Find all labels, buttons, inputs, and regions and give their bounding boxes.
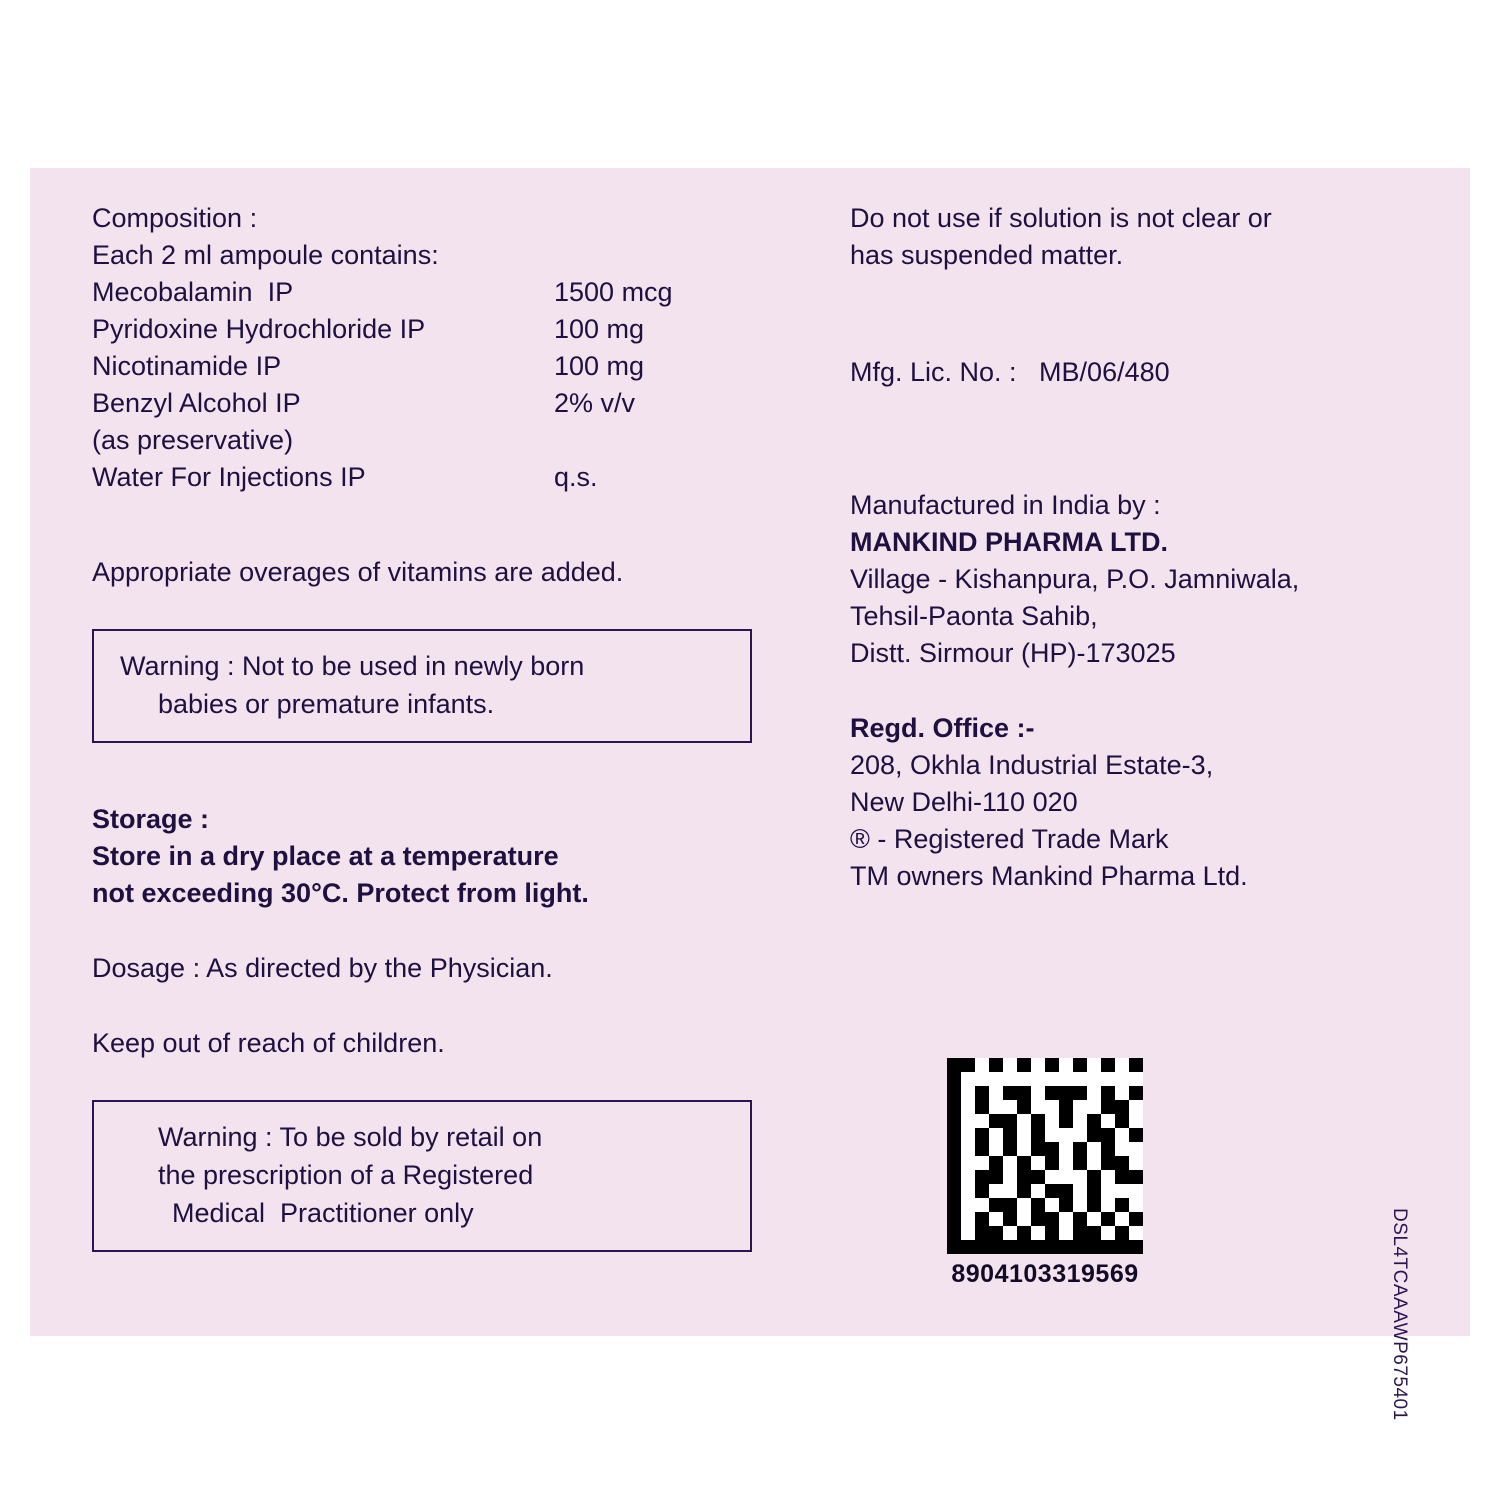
storage-line-1: Store in a dry place at a temperature xyxy=(92,841,559,871)
clarity-note-line-2: has suspended matter. xyxy=(850,240,1124,270)
composition-row xyxy=(92,385,752,422)
warning-newborn-line-2: babies or premature infants. xyxy=(158,689,495,719)
keep-out-of-reach-text: Keep out of reach of children. xyxy=(92,1028,445,1058)
overages-note: Appropriate overages of vitamins are added. xyxy=(92,557,624,587)
manufacturer-name: MANKIND PHARMA LTD. xyxy=(850,527,1168,557)
barcode-number: 8904103319569 xyxy=(951,1260,1139,1288)
manufacturer-intro: Manufactured in India by : xyxy=(850,490,1161,520)
trade-mark-owner-note: TM owners Mankind Pharma Ltd. xyxy=(850,861,1248,891)
regd-office-block xyxy=(850,710,1420,895)
registered-trade-mark-note: ® - Registered Trade Mark xyxy=(850,824,1169,854)
composition-ingredient: (as preservative) xyxy=(92,425,294,455)
side-batch-code: DSL4TCAAAWP675401 xyxy=(1389,1208,1410,1421)
warning-prescription-line-1: Warning : To be sold by retail on xyxy=(158,1122,543,1152)
storage-heading: Storage : xyxy=(92,804,210,834)
warning-newborn-box xyxy=(92,629,752,743)
label-right-column xyxy=(850,200,1420,895)
composition-amount: q.s. xyxy=(554,462,598,492)
medicine-label-panel xyxy=(30,168,1470,1421)
warning-newborn-line-1: Warning : Not to be used in newly born xyxy=(120,651,585,681)
composition-ingredient: Benzyl Alcohol IP xyxy=(92,388,301,418)
composition-amount: 1500 mcg xyxy=(554,277,673,307)
composition-subheading: Each 2 ml ampoule contains: xyxy=(92,240,439,270)
regd-office-line-2: New Delhi-110 020 xyxy=(850,787,1078,817)
storage-line-2: not exceeding 30°C. Protect from light. xyxy=(92,878,589,908)
composition-ingredient: Water For Injections IP xyxy=(92,462,366,492)
composition-ingredient: Pyridoxine Hydrochloride IP xyxy=(92,314,426,344)
manufacturer-address-line-3: Distt. Sirmour (HP)-173025 xyxy=(850,638,1176,668)
dosage-text: Dosage : As directed by the Physician. xyxy=(92,953,553,983)
composition-row xyxy=(92,348,752,385)
warning-prescription-box xyxy=(92,1100,752,1252)
clarity-note-line-1: Do not use if solution is not clear or xyxy=(850,203,1272,233)
barcode-block xyxy=(940,1058,1150,1289)
mfg-licence-number: Mfg. Lic. No. : MB/06/480 xyxy=(850,357,1170,387)
datamatrix-barcode-icon xyxy=(947,1058,1143,1254)
manufacturer-address-line-1: Village - Kishanpura, P.O. Jamniwala, xyxy=(850,564,1300,594)
composition-row xyxy=(92,422,752,459)
composition-amount: 100 mg xyxy=(554,314,645,344)
regd-office-line-1: 208, Okhla Industrial Estate-3, xyxy=(850,750,1214,780)
composition-row xyxy=(92,311,752,348)
manufacturer-block xyxy=(850,487,1420,672)
composition-ingredient: Mecobalamin IP xyxy=(92,277,294,307)
composition-amount: 100 mg xyxy=(554,351,645,381)
composition-row xyxy=(92,274,752,311)
composition-heading: Composition : xyxy=(92,203,258,233)
composition-row xyxy=(92,459,752,496)
composition-amount: 2% v/v xyxy=(554,388,636,418)
composition-ingredient: Nicotinamide IP xyxy=(92,351,282,381)
storage-block xyxy=(92,801,752,912)
warning-prescription-line-3: Medical Practitioner only xyxy=(172,1198,474,1228)
regd-office-heading: Regd. Office :- xyxy=(850,713,1035,743)
manufacturer-address-line-2: Tehsil-Paonta Sahib, xyxy=(850,601,1098,631)
label-left-column xyxy=(92,200,752,1252)
warning-prescription-line-2: the prescription of a Registered xyxy=(158,1160,534,1190)
composition-table xyxy=(92,274,752,496)
